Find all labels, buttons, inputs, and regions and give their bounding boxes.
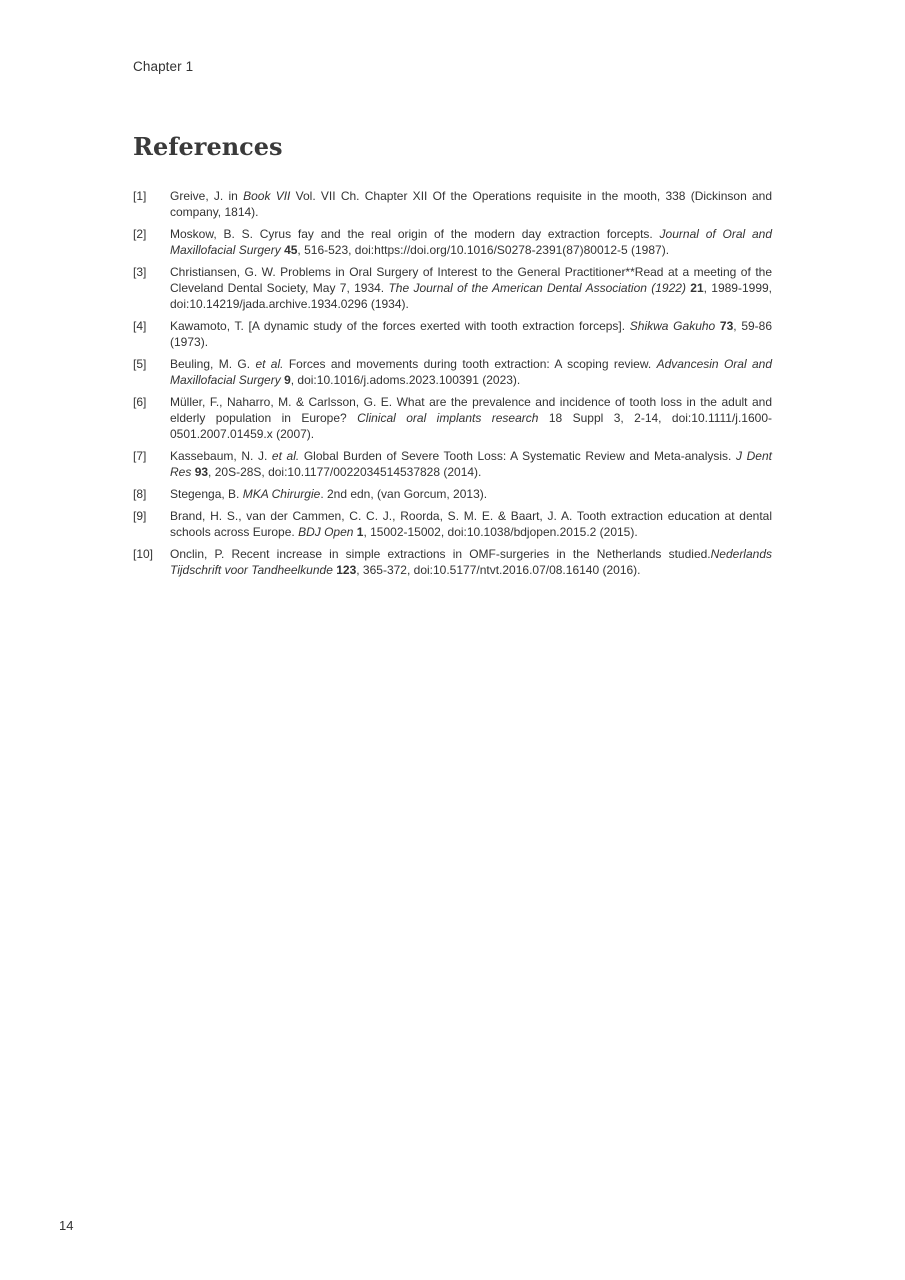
reference-text: [170, 265, 772, 311]
reference-item: [133, 508, 772, 540]
reference-italic-text: Shikwa Gakuho: [629, 319, 716, 333]
reference-number: [5]: [133, 357, 147, 371]
reference-text-segment: Onclin, P. Recent increase in simple extractions in OMF-surgeries in the Netherlands studied.: [170, 547, 711, 561]
reference-text: [170, 547, 772, 577]
reference-text: [170, 509, 772, 539]
section-title: References: [133, 132, 283, 161]
reference-item: [133, 318, 772, 350]
reference-text: [170, 487, 487, 501]
reference-item: [133, 226, 772, 258]
reference-text-segment: Stegenga, B.: [170, 487, 243, 501]
reference-number: [9]: [133, 509, 147, 523]
reference-volume: 1: [356, 525, 364, 539]
reference-text-segment: , 20S-28S, doi:10.1177/0022034514537828 (2014).: [208, 465, 482, 479]
reference-text-segment: Forces and movements during tooth extraction: A scoping review.: [283, 357, 657, 371]
reference-text-segment: , 59-86 (1973).: [170, 319, 773, 349]
reference-italic-text: et al.: [255, 357, 284, 371]
reference-text-segment: Global Burden of Severe Tooth Loss: A Systematic Review and Meta-analysis.: [299, 449, 737, 463]
reference-number: [7]: [133, 449, 147, 463]
reference-text: [170, 227, 772, 257]
reference-text: [170, 395, 772, 441]
reference-text-segment: , doi:10.1016/j.adoms.2023.100391 (2023).: [290, 373, 521, 387]
reference-volume: 93: [194, 465, 209, 479]
reference-volume: 45: [284, 243, 298, 257]
reference-item: [133, 264, 772, 312]
reference-volume: 9: [284, 373, 291, 387]
reference-italic-text: Clinical oral implants research: [357, 411, 539, 425]
reference-italic-text: Nederlands Tijdschrift voor Tandheelkunde: [170, 547, 772, 577]
reference-item: [133, 356, 772, 388]
reference-text-segment: , 516-523, doi:https://doi.org/10.1016/S0278-2391(87)80012-5 (1987).: [297, 243, 670, 257]
reference-italic-text: et al.: [271, 449, 300, 463]
reference-italic-text: The Journal of the American Dental Association (1922): [388, 281, 686, 295]
reference-text-segment: Brand, H. S., van der Cammen, C. C. J., Roorda, S. M. E. & Baart, J. A. Tooth extraction education at dental schools across Europe.: [170, 509, 772, 539]
running-head: Chapter 1: [133, 59, 194, 74]
reference-text-segment: , 1989-1999, doi:10.14219/jada.archive.1934.0296 (1934).: [170, 281, 773, 311]
reference-number: [4]: [133, 319, 147, 333]
reference-text-segment: 18 Suppl 3, 2-14, doi:10.1111/j.1600-0501.2007.01459.x (2007).: [170, 411, 773, 441]
reference-number: [6]: [133, 395, 147, 409]
reference-italic-text: Advancesin Oral and Maxillofacial Surgery: [170, 357, 773, 387]
reference-italic-text: Journal of Oral and Maxillofacial Surgery: [170, 227, 773, 257]
reference-text-segment: , 15002-15002, doi:10.1038/bdjopen.2015.2 (2015).: [363, 525, 638, 539]
reference-text: [170, 449, 772, 479]
reference-italic-text: BDJ Open: [298, 525, 354, 539]
reference-italic-text: MKA Chirurgie: [242, 487, 321, 501]
reference-italic-text: J Dent Res: [170, 449, 772, 479]
reference-volume: 123: [336, 563, 357, 577]
reference-text-segment: . 2nd edn, (van Gorcum, 2013).: [320, 487, 488, 501]
reference-text-segment: Moskow, B. S. Cyrus fay and the real origin of the modern day extraction forcepts.: [170, 227, 660, 241]
reference-text-segment: Kawamoto, T. [A dynamic study of the forces exerted with tooth extraction forceps].: [170, 319, 630, 333]
reference-number: [8]: [133, 487, 147, 501]
reference-item: [133, 486, 772, 502]
reference-number: [3]: [133, 265, 147, 279]
reference-text-segment: Kassebaum, N. J.: [170, 449, 272, 463]
reference-text-segment: Beuling, M. G.: [170, 357, 256, 371]
reference-item: [133, 394, 772, 442]
reference-text: [170, 189, 772, 219]
reference-text: [170, 357, 772, 387]
reference-list: [133, 188, 772, 584]
reference-item: [133, 188, 772, 220]
reference-italic-text: Book VII: [243, 189, 291, 203]
reference-number: [2]: [133, 227, 147, 241]
reference-item: [133, 546, 772, 578]
reference-text: [170, 319, 772, 349]
reference-item: [133, 448, 772, 480]
reference-text-segment: Greive, J. in: [170, 189, 244, 203]
reference-text-segment: Müller, F., Naharro, M. & Carlsson, G. E. What are the prevalence and incidence of tooth loss in the adult and elderly population in Europe?: [170, 395, 772, 425]
reference-number: [10]: [133, 547, 154, 561]
reference-text-segment: Vol. VII Ch. Chapter XII Of the Operations requisite in the mooth, 338 (Dickinson and company, 1814).: [170, 189, 773, 219]
reference-text-segment: , 365-372, doi:10.5177/ntvt.2016.07/08.16140 (2016).: [356, 563, 641, 577]
page-number: 14: [59, 1218, 74, 1233]
reference-volume: 21: [690, 281, 704, 295]
reference-volume: 73: [719, 319, 734, 333]
reference-text-segment: Christiansen, G. W. Problems in Oral Surgery of Interest to the General Practitioner**Read at a meeting of the Cleveland Dental Society, May 7, 1934.: [170, 265, 772, 295]
reference-number: [1]: [133, 189, 147, 203]
